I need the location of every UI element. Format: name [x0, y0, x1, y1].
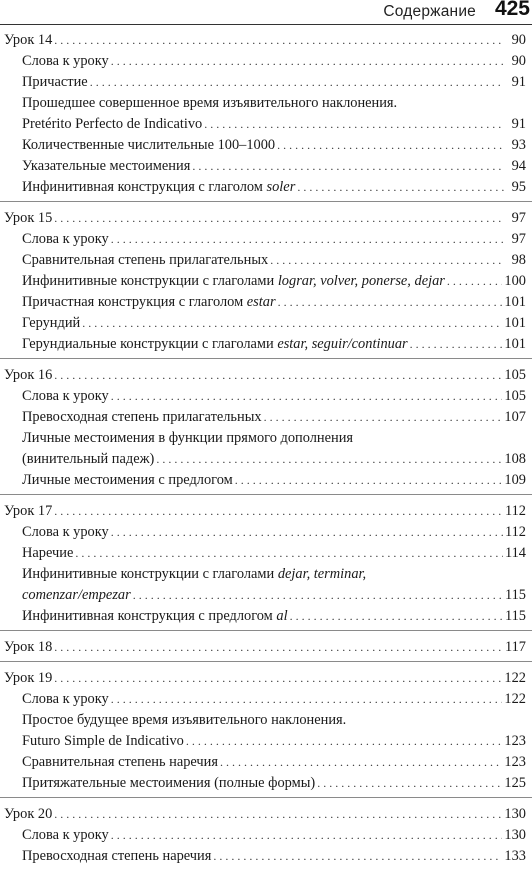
entry-page-number: 93: [511, 137, 526, 153]
entry-label-italic: estar, seguir/continuar: [277, 336, 408, 352]
dot-leader: [264, 407, 503, 428]
entry-label-wrap: [22, 773, 315, 794]
toc-entry[interactable]: [0, 470, 532, 491]
entry-page-number: 122: [504, 691, 526, 707]
toc-entry[interactable]: [0, 752, 532, 773]
dot-leader: [54, 668, 502, 689]
entry-label: Причастие: [22, 74, 88, 90]
entry-label-italic: al: [276, 608, 288, 624]
dot-leader: [111, 689, 503, 710]
toc-entry[interactable]: [0, 334, 532, 355]
dot-leader: [54, 637, 503, 658]
entry-page-number: 130: [504, 806, 526, 822]
entry-label: Слова к уроку: [22, 53, 109, 69]
entry-label: Урок 18: [4, 639, 53, 655]
entry-label-wrap: [22, 51, 109, 72]
entry-label: Личные местоимения в функции прямого дополнения: [22, 430, 354, 446]
entry-label-wrap: [22, 114, 202, 135]
entry-label-wrap: [22, 292, 276, 313]
entry-label: Слова к уроку: [22, 388, 109, 404]
toc-entry[interactable]: [0, 51, 532, 72]
lesson-entry[interactable]: [0, 668, 532, 689]
entry-label-wrap: [4, 668, 52, 689]
entry-label: Урок 15: [4, 210, 53, 226]
dot-leader: [54, 804, 502, 825]
entry-label-wrap: [22, 449, 154, 470]
dot-leader: [278, 292, 503, 313]
lesson-entry[interactable]: [0, 365, 532, 386]
entry-page-number: 123: [504, 733, 526, 749]
entry-label: Урок 20: [4, 806, 53, 822]
toc-entry[interactable]: [0, 522, 532, 543]
toc-entry[interactable]: [0, 773, 532, 794]
entry-label-wrap: [22, 72, 88, 93]
entry-page-number: 101: [504, 294, 526, 310]
entry-label: Слова к уроку: [22, 524, 109, 540]
entry-label-italic: dejar, terminar,: [277, 566, 367, 582]
dot-leader: [90, 72, 504, 93]
entry-label-wrap: [22, 313, 80, 334]
entry-label-wrap: [22, 156, 190, 177]
table-of-contents: [0, 30, 532, 876]
entry-label: Урок 17: [4, 503, 53, 519]
entry-label-italic: lograr, volver, ponerse, dejar: [277, 273, 445, 289]
dot-leader: [410, 334, 503, 355]
entry-label: Слова к уроку: [22, 827, 109, 843]
entry-label: Урок 14: [4, 32, 53, 48]
dot-leader: [290, 606, 503, 627]
entry-page-number: 90: [511, 32, 526, 48]
entry-label-wrap: [22, 250, 268, 271]
toc-entry[interactable]: [0, 689, 532, 710]
entry-label-wrap: [22, 271, 445, 292]
entry-page-number: 97: [511, 210, 526, 226]
dot-leader: [82, 313, 502, 334]
entry-page-number: 100: [504, 273, 526, 289]
toc-entry[interactable]: [0, 407, 532, 428]
dot-leader: [277, 135, 504, 156]
entry-label-wrap: [22, 543, 73, 564]
entry-page-number: 117: [504, 639, 526, 655]
entry-label-wrap: [22, 334, 408, 355]
dot-leader: [186, 731, 503, 752]
lesson-block: [0, 637, 532, 662]
toc-entry[interactable]: [0, 449, 532, 470]
toc-entry[interactable]: [0, 177, 532, 198]
entry-page-number: 97: [511, 231, 526, 247]
toc-entry[interactable]: [0, 72, 532, 93]
entry-label: Слова к уроку: [22, 231, 109, 247]
entry-label-wrap: [4, 30, 52, 51]
entry-label-wrap: [22, 689, 109, 710]
entry-page-number: 125: [504, 775, 526, 791]
dot-leader: [54, 365, 502, 386]
toc-entry-line[interactable]: [0, 428, 532, 449]
entry-page-number: 105: [504, 367, 526, 383]
dot-leader: [111, 522, 503, 543]
entry-page-number: 130: [504, 827, 526, 843]
entry-label-wrap: [22, 606, 288, 627]
entry-label-wrap: [22, 386, 109, 407]
entry-label: Превосходная степень прилагательных: [22, 409, 262, 425]
toc-entry-line[interactable]: [0, 93, 532, 114]
entry-label: Прошедшее совершенное время изъявительного наклонения.: [22, 95, 398, 111]
entry-page-number: 112: [504, 524, 526, 540]
dot-leader: [75, 543, 503, 564]
entry-page-number: 101: [504, 315, 526, 331]
entry-label-wrap: [22, 846, 211, 867]
entry-label-wrap: [22, 752, 218, 773]
entry-page-number: 91: [511, 116, 526, 132]
entry-label-italic: soler: [266, 179, 296, 195]
lesson-block: [0, 365, 532, 495]
entry-label: Инфинитивные конструкции с глаголами: [22, 273, 278, 289]
entry-label-wrap: [22, 522, 109, 543]
entry-page-number: 90: [511, 53, 526, 69]
lesson-entry[interactable]: [0, 637, 532, 658]
entry-page-number: 108: [504, 451, 526, 467]
entry-label-wrap: [22, 407, 262, 428]
entry-label: Инфинитивная конструкция с предлогом: [22, 608, 277, 624]
dot-leader: [317, 773, 502, 794]
dot-leader: [192, 156, 504, 177]
lesson-entry[interactable]: [0, 501, 532, 522]
dot-leader: [213, 846, 502, 867]
entry-label-wrap: [22, 177, 295, 198]
entry-page-number: 114: [504, 545, 526, 561]
entry-label-wrap: [22, 135, 275, 156]
toc-entry[interactable]: [0, 543, 532, 564]
entry-label: Урок 19: [4, 670, 53, 686]
dot-leader: [111, 229, 504, 250]
entry-label: Pretérito Perfecto de Indicativo: [22, 116, 203, 132]
toc-entry-line[interactable]: [0, 710, 532, 731]
entry-page-number: 115: [504, 608, 526, 624]
lesson-entry[interactable]: [0, 804, 532, 825]
entry-label: Превосходная степень наречия: [22, 848, 212, 864]
entry-label: Указательные местоимения: [22, 158, 191, 174]
entry-label-wrap: [22, 585, 131, 606]
entry-label: Причастная конструкция с глаголом: [22, 294, 247, 310]
toc-entry[interactable]: [0, 114, 532, 135]
entry-label-wrap: [4, 637, 52, 658]
entry-label: Инфинитивная конструкция с глаголом: [22, 179, 267, 195]
entry-label-wrap: [4, 804, 52, 825]
toc-entry[interactable]: [0, 585, 532, 606]
toc-entry[interactable]: [0, 250, 532, 271]
entry-page-number: 101: [504, 336, 526, 352]
entry-page-number: 112: [504, 503, 526, 519]
entry-label-wrap: [22, 229, 109, 250]
entry-label-wrap: [4, 501, 52, 522]
entry-label-wrap: [4, 208, 52, 229]
entry-label: Герундий: [22, 315, 81, 331]
toc-entry[interactable]: [0, 292, 532, 313]
entry-page-number: 115: [504, 587, 526, 603]
dot-leader: [156, 449, 502, 470]
entry-label: Личные местоимения с предлогом: [22, 472, 233, 488]
entry-page-number: 98: [511, 252, 526, 268]
entry-page-number: 105: [504, 388, 526, 404]
dot-leader: [220, 752, 502, 773]
toc-entry[interactable]: [0, 156, 532, 177]
toc-entry[interactable]: [0, 825, 532, 846]
entry-page-number: 91: [511, 74, 526, 90]
entry-label-italic: estar: [246, 294, 276, 310]
entry-page-number: 109: [504, 472, 526, 488]
entry-label-wrap: [22, 825, 109, 846]
toc-entry-line[interactable]: [0, 564, 532, 585]
dot-leader: [54, 208, 504, 229]
lesson-entry[interactable]: [0, 208, 532, 229]
toc-entry[interactable]: [0, 135, 532, 156]
entry-page-number: 123: [504, 754, 526, 770]
entry-label: Притяжательные местоимения (полные формы): [22, 775, 316, 791]
entry-label: Futuro Simple de Indicativo: [22, 733, 184, 749]
lesson-block: [0, 208, 532, 359]
toc-entry[interactable]: [0, 229, 532, 250]
dot-leader: [204, 114, 504, 135]
entry-label: Герундиальные конструкции с глаголами: [22, 336, 278, 352]
dot-leader: [270, 250, 504, 271]
toc-entry[interactable]: [0, 386, 532, 407]
entry-page-number: 133: [504, 848, 526, 864]
entry-label-wrap: [22, 470, 233, 491]
running-header-title: Содержание: [383, 3, 476, 20]
dot-leader: [235, 470, 503, 491]
entry-page-number: 122: [504, 670, 526, 686]
entry-label: Инфинитивные конструкции с глаголами: [22, 566, 278, 582]
dot-leader: [133, 585, 503, 606]
entry-page-number: 94: [511, 158, 526, 174]
dot-leader: [111, 51, 504, 72]
lesson-block: [0, 501, 532, 631]
entry-label: Слова к уроку: [22, 691, 109, 707]
running-header: [0, 0, 532, 25]
entry-label: Сравнительная степень прилагательных: [22, 252, 269, 268]
entry-label: Количественные числительные 100–1000: [22, 137, 276, 153]
toc-entry[interactable]: [0, 271, 532, 292]
toc-entry[interactable]: [0, 313, 532, 334]
entry-label-italic: comenzar/empezar: [22, 587, 131, 603]
lesson-entry[interactable]: [0, 30, 532, 51]
dot-leader: [54, 30, 504, 51]
dot-leader: [111, 386, 503, 407]
entry-label: Сравнительная степень наречия: [22, 754, 218, 770]
lesson-block: [0, 668, 532, 798]
lesson-block: [0, 30, 532, 202]
entry-page-number: 107: [504, 409, 526, 425]
dot-leader: [297, 177, 504, 198]
entry-label-wrap: [22, 731, 184, 752]
toc-entry[interactable]: [0, 846, 532, 867]
entry-page-number: 95: [511, 179, 526, 195]
entry-label-wrap: [4, 365, 52, 386]
dot-leader: [111, 825, 503, 846]
entry-label: (винительный падеж): [22, 451, 155, 467]
page-number: 425: [494, 0, 530, 20]
toc-entry[interactable]: [0, 731, 532, 752]
toc-entry[interactable]: [0, 606, 532, 627]
entry-label: Наречие: [22, 545, 74, 561]
entry-label: Урок 16: [4, 367, 53, 383]
entry-label: Простое будущее время изъявительного наклонения.: [22, 712, 347, 728]
lesson-block: [0, 804, 532, 870]
dot-leader: [447, 271, 503, 292]
dot-leader: [54, 501, 503, 522]
